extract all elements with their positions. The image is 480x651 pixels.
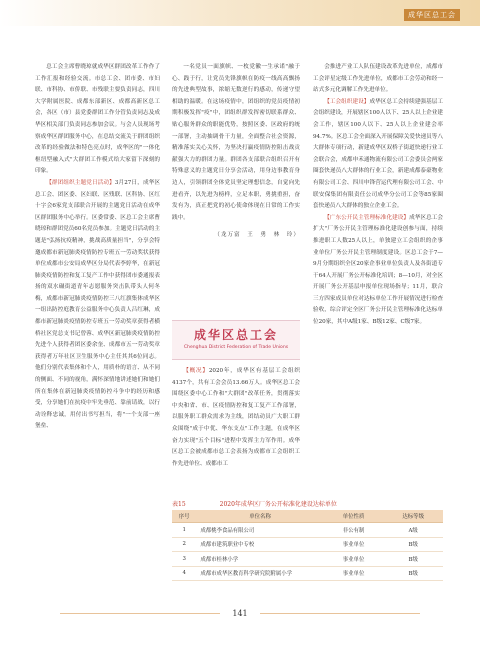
column-middle (172, 62, 300, 242)
column-middle-lower (172, 366, 300, 470)
table-title: 2020年成华区厂务公开标准化建设达标单位 (219, 501, 337, 508)
table-row (172, 537, 443, 552)
paragraph: 总工会主席曹晓琼就成华区群团改革工作作了工作汇报和经验交流。市总工会、团市委、市妇联、市科协、市侨联、市残联主要负责同志，四川大学附属医院、成都东部新区、成都高新区总工会，各区（市）县党委群团工作分管负责同志及成华区相关部门负责同志参加会议。与会人员现场考察成华区群团服务中心，在总结交流关于群团组织改革的经验做法和特色亮点时，成华区的"一体化枢纽型融入式"大群团工作模式给大家留下深刻的印象。 (35, 64, 160, 175)
table-cell: 非公有制 (324, 523, 384, 538)
column-right (313, 62, 443, 329)
table-cell: 2 (172, 537, 196, 552)
paragraph (35, 178, 160, 433)
table-row (172, 566, 443, 581)
table-number: 表15 (172, 501, 186, 508)
paragraph-text: 3月27日，成华区总工会、团区委、区妇联、区残联、区科协、区红十字会6家党支部联合开展的主题党日活动在成华区群团服务中心举行。区委常委、区总工会主席曹晓琼和群团党员60名党员参加。主题党日活动的主题是"弘扬抗疫精神，挑战高质量担当"，分享会特邀成都市新冠肺炎疫情防控专班五一劳动奖状获得单位成都市公安局成华区分局代表李婷华，在新冠肺炎疫情防控和复工复产工作中获得团市委通报表扬的双水碾街道青年志愿服务突击队带头人何冬梅，成都市新冠肺炎疫情防控三八红旗集体成华区一组出防控庭教育公益服务中心负责人吕红琳，成都市新冠肺炎疫情防控专班五一劳动奖章获得者横桥社区党总支书记曾蓉、成华区新冠肺炎疫情防控先进个人获得者团区委余奎、成都市五一劳动奖章获得者万年社区卫生服务中心主任其其6位同志。他们分别代表集体和个人，用质朴的语言、从不同的侧面、不同的视角，满怀深情地讲述她们和她们所在集体在新冠肺炎疫情防控斗争中的经历和感受，分享她们在抗疫中牢先垂范、靠前请战，以行动诠释忠诚，用付出书写担当，将"一个支部一座堡垒、 (35, 179, 160, 430)
column-header: 达标等级 (383, 510, 443, 523)
table-cell: 成都市成华区教育科学研究院附属小学 (196, 566, 323, 581)
section-title-banner (172, 320, 300, 360)
paragraph (172, 366, 300, 470)
author-line: （龙万富 王 勇 林 玲） (214, 232, 300, 239)
paragraph-text: 2020年，成华区有基层工会组织4137个，共有工会会员13.66万人。成华区总工会围绕区委中心工作和"大群团"改革任务，贯彻落实中央和省、市、区疫情防控和复工复产工作部署，以服务职工群众需求为主线，团结动员广大职工群众围绕"成于中优、华东支点"工作主题，在成华区奋力实现"五个目标"进程中发挥主力军作用。成华区总工会被成都市总工会表扬为成都市工会组织工作先进单位、成都市工 (172, 368, 300, 467)
footer-divider-left (60, 613, 220, 614)
section-heading: 【工会组织建设】 (324, 98, 370, 105)
table-header-row (172, 510, 443, 523)
section-title-english: Chenghua District Federation of Trade Unions (183, 345, 289, 350)
table-cell: A级 (383, 523, 443, 538)
table-cell: 1 (172, 523, 196, 538)
data-table-section (172, 499, 443, 581)
column-header: 序号 (172, 510, 196, 523)
page-header-bar (0, 0, 480, 26)
page-number: 141 (232, 609, 248, 618)
table-cell: B级 (383, 566, 443, 581)
section-heading: 【群团组织主题党日活动】 (46, 179, 115, 186)
paragraph-text: 成华区总工会持续建强基层工会组织建设，开展辖区100人以下、25人以上企业建会工作，辖区100人以下、25人以上企业建会率94.7%。区总工会全面深入开展保障关爱快递员等八大群体专项行动，新建成华区双桥子街道快递行业工会联合会，成都申禾通物流有限公司工会委员会两家圈套快递员八大群体的行业工会，新建成都泰豪物业有限公司工会、四川申锋营运代理有限公司工会、中联安保集团有限责任公司成华分公司工会等85家圈套快递员八大群体的独立企业工会。 (313, 98, 443, 210)
paragraph (313, 213, 443, 329)
table-cell: 成都市建筑职业中专校 (196, 537, 323, 552)
table-cell: B级 (383, 537, 443, 552)
paragraph: 会推进产业工人队伍建设改革先进单位，成都市工会评星定级工作先进单位，成都市工会劳动和经一站式多元化调解工作先进单位。 (313, 64, 443, 94)
table-cell: 事业单位 (324, 537, 384, 552)
table-cell: 成都市桂林小学 (196, 552, 323, 567)
paragraph: 一名党员一面旗帜、一枚党徽一生承诺"融于心、践于行，让党员先锋旗帜在防疫一线高高飘扬的先进典型故事，浓缩无数逆行的感动，传递守望相助的温暖。在这场疫情中，团组织的党员疫情初期积极发挥"疫"中，团组织群发挥密切联系群众、贴心服务群众的职能优势，按照区委、区政府的统一部署，主动抽调骨干力量，全面整合社会资源，精准落实关心关怀，为坚决打赢疫情防控阻击战贡献强大力的群团力量。群团各支部联合组织召开有特殊意义的主题党日分享会活动，用身边事教育身边人，引领群团全体党员坚定理想信念，自觉向先进看齐，以先进为榜样，立足本职，勇挑重担，奋发有为，真正把党的初心使命体现在日常的工作实践中。 (172, 64, 300, 221)
header-title: 成华区总工会 (404, 9, 460, 21)
table-row (172, 523, 443, 538)
table-cell: 事业单位 (324, 552, 384, 567)
column-header: 单位名称 (196, 510, 323, 523)
table-cell: 成都桃李食品有限公司 (196, 523, 323, 538)
footer-divider-right (260, 613, 420, 614)
data-table (172, 510, 443, 581)
paragraph (313, 97, 443, 213)
table-row (172, 552, 443, 567)
column-left (35, 62, 160, 433)
paragraph-text: 成华区总工会扩大"厂务公开民主管理标准化建设创参与面，持续推进职工人数25人以上，单独建立工会组织的企事业单位厂务公开民主管理制度建设。区总工会于7—9月分期组织全区20家企事业单位负责人及各街道专干64人开展厂务公开标准化培训；8—10月，对全区开展厂务公开基层申报单位现场指导；11月，联合三方四家成员单位对达标单位工作开展情况进行检查验收，综合评定全区厂务公开民主管理标准化达标单位20家，其中A级1家、B级12家、C级7家。 (313, 214, 443, 326)
section-heading: 【广东公开民主管理标准化建设】 (324, 214, 410, 221)
section-heading: 【概况】 (183, 368, 209, 374)
table-caption (172, 499, 443, 510)
table-cell: 事业单位 (324, 566, 384, 581)
table-cell: B级 (383, 552, 443, 567)
section-title: 成华区总工会 (193, 328, 278, 342)
column-header: 单位性质 (324, 510, 384, 523)
table-cell: 4 (172, 566, 196, 581)
table-cell: 3 (172, 552, 196, 567)
